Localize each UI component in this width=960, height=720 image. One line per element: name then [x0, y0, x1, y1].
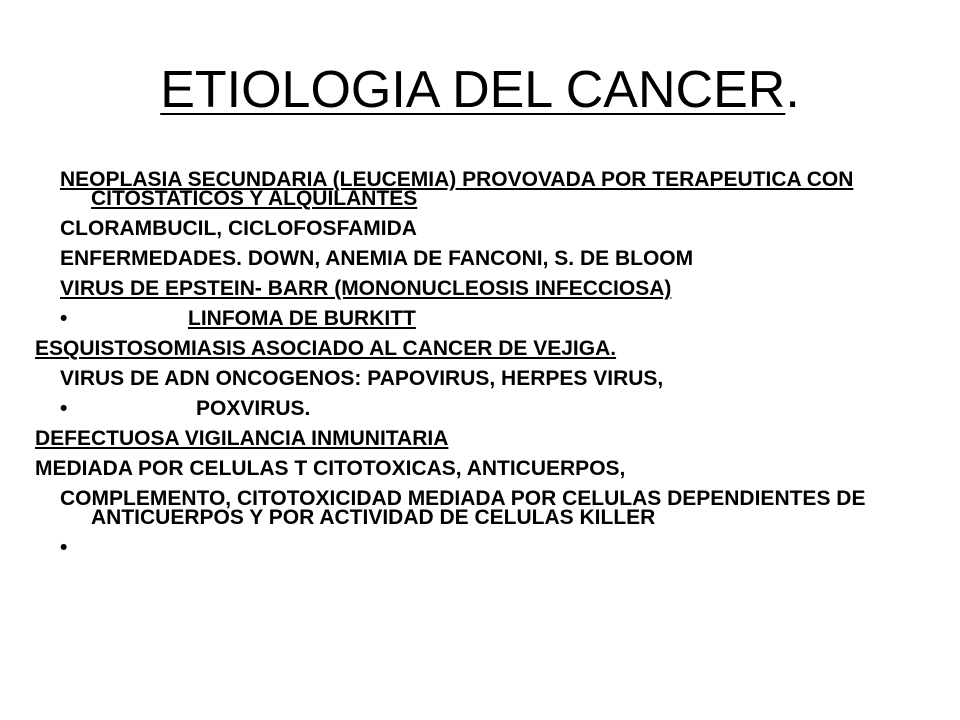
line-vigilancia-wrap — [35, 427, 920, 450]
bullet-item-burkitt — [60, 309, 920, 328]
bullet-icon: • — [60, 307, 68, 330]
line-mediada: MEDIADA POR CELULAS T CITOTOXICAS, ANTICUERPOS, — [35, 457, 626, 480]
line-epstein-barr: VIRUS DE EPSTEIN- BARR (MONONUCLEOSIS INFECCIOSA) — [60, 277, 672, 300]
bullet-item-poxvirus — [60, 399, 920, 418]
bullet-item-empty — [60, 538, 920, 557]
slide-body — [35, 168, 920, 568]
line-burkitt: LINFOMA DE BURKITT — [188, 307, 416, 330]
line-clorambucil: CLORAMBUCIL, CICLOFOSFAMIDA — [60, 217, 417, 240]
line-poxvirus: POXVIRUS. — [196, 397, 311, 420]
bullet-icon: • — [60, 397, 68, 420]
slide-title — [0, 58, 960, 122]
line-esquistosomiasis: ESQUISTOSOMIASIS ASOCIADO AL CANCER DE VEJIGA. — [35, 337, 617, 360]
line-neoplasia: NEOPLASIA SECUNDARIA (LEUCEMIA) PROVOVADA POR TERAPEUTICA CON CITOSTATICOS Y ALQUILANTES — [60, 168, 854, 210]
line-vigilancia: DEFECTUOSA VIGILANCIA INMUNITARIA — [35, 427, 449, 450]
line-complemento: COMPLEMENTO, CITOTOXICIDAD MEDIADA POR CELULAS DEPENDIENTES DE ANTICUERPOS Y POR ACTIVIDAD DE CELULAS KILLER — [60, 487, 866, 529]
line-enfermedades: ENFERMEDADES. DOWN, ANEMIA DE FANCONI, S. DE BLOOM — [60, 247, 694, 270]
title-period: . — [785, 61, 800, 119]
line-virus-adn: VIRUS DE ADN ONCOGENOS: PAPOVIRUS, HERPES VIRUS, — [60, 367, 664, 390]
line-esquistosomiasis-wrap — [35, 337, 920, 360]
title-underlined: ETIOLOGIA DEL CANCER — [160, 61, 786, 119]
bullet-icon: • — [60, 536, 68, 559]
